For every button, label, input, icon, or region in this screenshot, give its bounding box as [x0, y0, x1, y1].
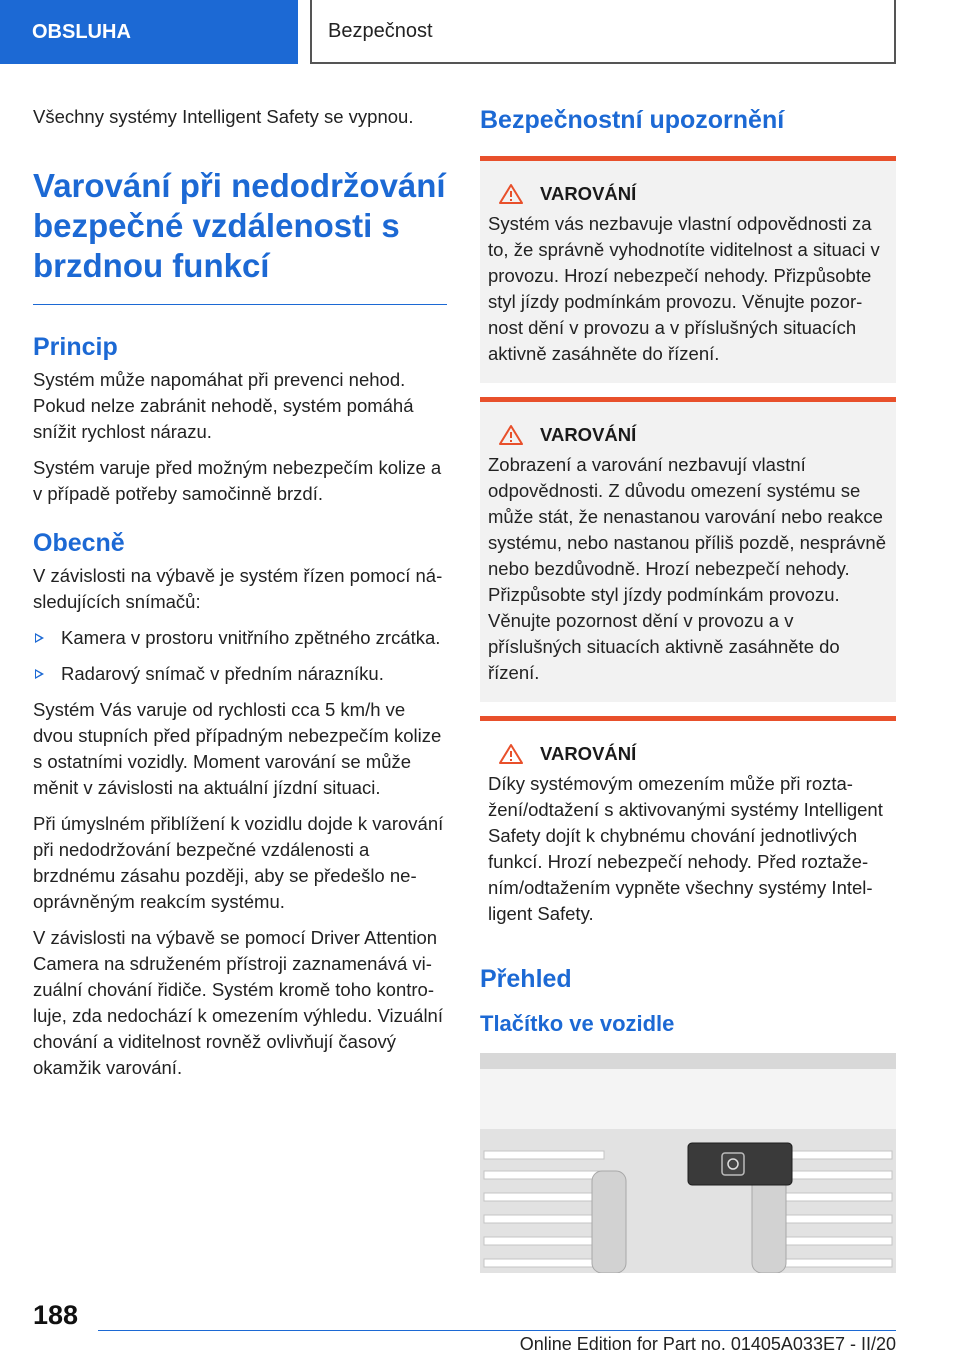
principle-paragraph-2: Systém varuje před možným nebezpečím kolize a v případě potřeby samočinně brzdí.	[33, 457, 442, 504]
driver-assist-button-icon	[722, 1153, 744, 1175]
warning-triangle-icon	[498, 183, 524, 205]
principle-title: Princip	[33, 333, 118, 361]
page-header-title: Bezpečnost	[310, 0, 896, 64]
page-number: 188	[33, 1300, 79, 1330]
warning-title: VAROVÁNÍ	[540, 424, 637, 445]
sensor-list	[33, 625, 447, 687]
list-item-text: Kamera v prostoru vnitřního zpětného zrcátka.	[61, 627, 441, 648]
warning-triangle-icon	[498, 424, 524, 446]
intro-text: Všechny systémy Intelligent Safety se vypnou.	[33, 106, 414, 127]
overview-title: Přehled	[480, 965, 572, 993]
warning-triangle-icon	[498, 743, 524, 765]
list-item-text: Radarový snímač v předním nárazníku.	[61, 663, 384, 684]
general-paragraph-3: Při úmyslném přiblížení k vozidlu dojde k varování při nedodržování bezpečné vzdálenosti a brzdnému zásahu později, aby se předešlo neoprávněným reakcím systému.	[33, 813, 444, 912]
warning-title: VAROVÁNÍ	[540, 743, 637, 764]
list-item	[33, 625, 447, 651]
warning-text: Zobrazení a varování nezbavují vlastní odpovědnosti. Z důvodu omezení systému se může stát, že nenastanou varování nebo reakce systému, nebo nastanou příliš pozdě, nesprávně nebo bezdůvodně. Hrozí nebezpečí nehody. Přizpůsobte styl jízdy podmínkám provozu. Věnujte pozornost dění v provozu a v příslušných situacích aktivně zasáhněte do řízení.	[488, 454, 886, 683]
principle-paragraph-1: Systém může napomáhat při prevenci nehod. Pokud nelze zabránit nehodě, systém pomáhá snížit rychlost nárazu.	[33, 369, 414, 442]
warning-box	[480, 716, 896, 943]
button-title: Tlačítko ve vozidle	[480, 1011, 675, 1036]
right-column	[480, 104, 896, 1273]
general-paragraph-2: Systém Vás varuje od rychlosti cca 5 km/h ve dvou stupních před případným nebezpečím kolize s ostatními vozidly. Moment varování se může měnit v závislosti na aktuální jízdní situaci.	[33, 699, 442, 798]
footer-divider	[98, 1330, 896, 1331]
bullet-triangle-icon	[35, 633, 44, 643]
general-paragraph-4: V závislosti na výbavě se pomocí Driver Attention Camera na sdruženém přístroji zaznamenává vizuální chování řidiče. Systém kromě toho kontroluje, zda nedochází k omezením výhledu. Vizuální chování a viditelnost rovněž ovlivňují časový okamžik varování.	[33, 927, 443, 1078]
general-title: Obecně	[33, 529, 125, 557]
bullet-triangle-icon	[35, 669, 44, 679]
safety-heading: Bezpečnostní upozornění	[480, 106, 785, 134]
warning-text: Systém vás nezbavuje vlastní odpovědnosti za to, že správně vyhodnotíte viditelnost a situaci v provozu. Hrozí nebezpečí nehody. Přizpůsobte styl jízdy podmínkám provozu. Věnujte pozornost dění v provozu a v příslušných situacích aktivně zasáhněte do řízení.	[488, 213, 880, 364]
edition-footer: Online Edition for Part no. 01405A033E7 - II/20	[519, 1334, 896, 1354]
warning-box	[480, 397, 896, 702]
section-tab: OBSLUHA	[0, 0, 298, 64]
list-item	[33, 661, 447, 687]
warning-text: Díky systémovým omezením může při roztažení/odtažení s aktivovanými systémy Intelligent Safety dojít k chybnému chování jednotlivých funkcí. Hrozí nebezpečí nehody. Před roztažením/odtažením vypněte všechny systémy Intelligent Safety.	[488, 773, 883, 924]
warning-box	[480, 156, 896, 383]
vehicle-button-photo	[480, 1053, 896, 1273]
general-paragraph-1: V závislosti na výbavě je systém řízen pomocí následujících snímačů:	[33, 565, 443, 612]
left-column	[33, 104, 447, 1091]
section-heading: Varování při nedodržování bezpečné vzdálenosti s brzdnou funkcí	[33, 166, 447, 305]
warning-title: VAROVÁNÍ	[540, 183, 637, 204]
